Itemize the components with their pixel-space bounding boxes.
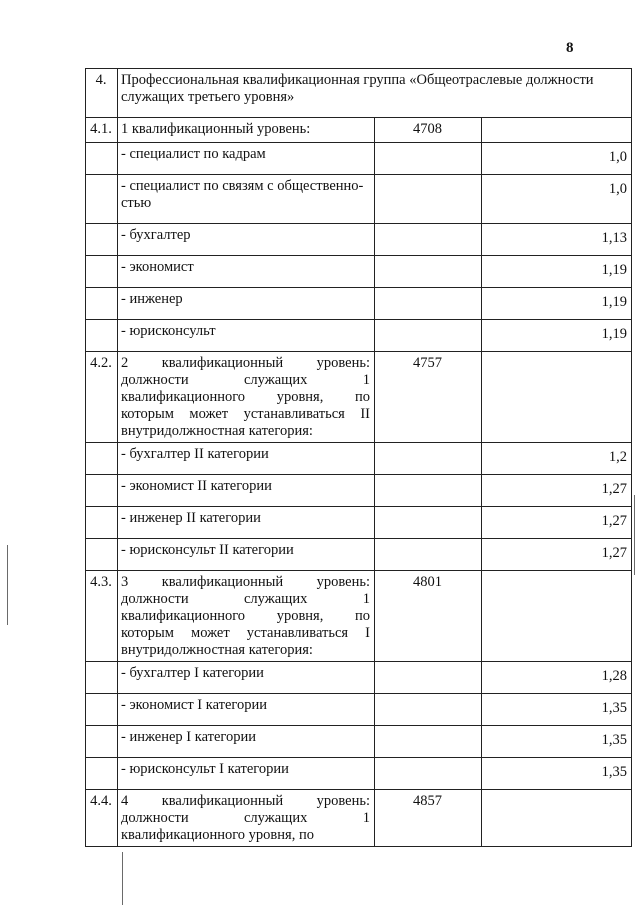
row-coefficient: 1,35 [482,758,632,790]
row-coefficient: 1,19 [482,256,632,288]
position-row [86,320,632,352]
row-salary [375,256,482,288]
row-name: - экономист I категории [118,694,375,726]
row-coefficient: 1,27 [482,507,632,539]
scan-margin-line-left [7,545,8,625]
position-row [86,539,632,571]
row-coefficient: 1,28 [482,662,632,694]
row-salary [375,662,482,694]
row-name: 1 квалификационный уровень: [118,118,375,143]
row-number: 4.2. [86,352,118,443]
row-salary [375,224,482,256]
group-number: 4. [86,69,118,118]
row-number [86,662,118,694]
row-number [86,224,118,256]
position-row [86,475,632,507]
position-row [86,175,632,224]
row-name: - бухгалтер [118,224,375,256]
row-coefficient [482,352,632,443]
row-number [86,694,118,726]
row-name: 2 квалификационный уровень: должности служащих 1 квалификационного уровня, по которым может устанавливаться II внутридолжностная категория: [118,352,375,443]
row-coefficient: 1,27 [482,475,632,507]
row-name: - юрисконсульт I категории [118,758,375,790]
row-number: 4.3. [86,571,118,662]
row-salary [375,175,482,224]
row-salary [375,539,482,571]
page-number: 8 [566,40,574,56]
row-coefficient: 1,13 [482,224,632,256]
row-number [86,288,118,320]
row-name: 3 квалификационный уровень: должности служащих 1 квалификационного уровня, по которым может устанавливаться I внутридолжностная категория: [118,571,375,662]
row-coefficient [482,118,632,143]
position-row [86,662,632,694]
row-name: - бухгалтер II категории [118,443,375,475]
row-salary: 4801 [375,571,482,662]
qualification-table [85,68,632,847]
position-row [86,758,632,790]
row-name: - экономист II категории [118,475,375,507]
row-number [86,539,118,571]
row-number [86,507,118,539]
row-coefficient: 1,0 [482,175,632,224]
row-name: - специалист по кадрам [118,143,375,175]
row-coefficient: 1,35 [482,694,632,726]
position-row [86,224,632,256]
level-row [86,352,632,443]
row-salary [375,443,482,475]
level-row [86,571,632,662]
row-coefficient [482,790,632,847]
row-name: - бухгалтер I категории [118,662,375,694]
row-salary [375,475,482,507]
row-name: - специалист по связям с общественно-стью [118,175,375,224]
position-row [86,256,632,288]
row-coefficient [482,571,632,662]
row-number [86,256,118,288]
scan-margin-line-bottom [122,852,123,905]
row-number [86,475,118,507]
position-row [86,288,632,320]
group-title: Профессиональная квалификационная группа «Общеотраслевые должности служащих третьего уровня» [118,69,632,118]
position-row [86,443,632,475]
row-name: - инженер II категории [118,507,375,539]
row-number [86,175,118,224]
position-row [86,507,632,539]
row-number [86,443,118,475]
row-salary: 4857 [375,790,482,847]
position-row [86,694,632,726]
row-salary [375,507,482,539]
row-salary [375,758,482,790]
row-number: 4.1. [86,118,118,143]
level-row [86,790,632,847]
row-name: - экономист [118,256,375,288]
level-row [86,118,632,143]
row-coefficient: 1,35 [482,726,632,758]
row-coefficient: 1,0 [482,143,632,175]
row-number [86,726,118,758]
row-number [86,143,118,175]
row-salary [375,726,482,758]
row-salary: 4708 [375,118,482,143]
row-salary [375,143,482,175]
row-name: - юрисконсульт II категории [118,539,375,571]
row-salary [375,320,482,352]
row-salary [375,288,482,320]
row-name: 4 квалификационный уровень: должности служащих 1 квалификационного уровня, по [118,790,375,847]
row-salary [375,694,482,726]
position-row [86,726,632,758]
row-name: - юрисконсульт [118,320,375,352]
scan-margin-line-right [634,495,635,575]
row-number [86,320,118,352]
row-name: - инженер [118,288,375,320]
row-coefficient: 1,19 [482,288,632,320]
row-salary: 4757 [375,352,482,443]
group-row [86,69,632,118]
row-coefficient: 1,2 [482,443,632,475]
row-name: - инженер I категории [118,726,375,758]
row-number: 4.4. [86,790,118,847]
position-row [86,143,632,175]
row-number [86,758,118,790]
row-coefficient: 1,19 [482,320,632,352]
row-coefficient: 1,27 [482,539,632,571]
